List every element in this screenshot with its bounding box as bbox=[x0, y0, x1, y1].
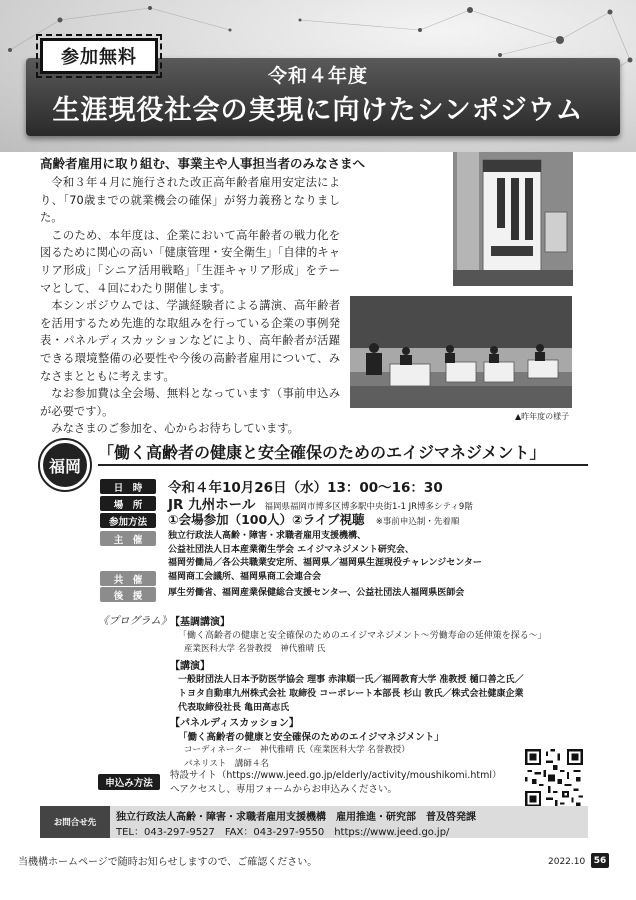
contact-details[interactable]: TEL：043-297-9527 FAX：043-297-9550 https://www.jeed.go.jp/ bbox=[116, 827, 450, 838]
cohost-value: 福岡商工会議所、福岡県商工会連合会 bbox=[168, 572, 322, 582]
intro-text bbox=[40, 174, 340, 438]
panel-discussion-photo bbox=[350, 296, 572, 408]
support-label: 後 援 bbox=[100, 587, 156, 602]
organizer-line: 公益社団法人日本産業衛生学会 エイジマネジメント研究会、 bbox=[168, 544, 414, 555]
method-note: ※事前申込制・先着順 bbox=[375, 517, 460, 527]
method-value bbox=[168, 510, 459, 528]
contact-label: お問合せ先 bbox=[40, 806, 110, 838]
page-title: 生涯現役社会の実現に向けたシンポジウム bbox=[52, 95, 584, 126]
intro-lead: 高齢者雇用に取り組む、事業主や人事担当者のみなさまへ bbox=[40, 156, 366, 171]
page-number: 56 bbox=[591, 853, 609, 868]
banner-stand-photo bbox=[453, 152, 573, 286]
banner-stand-illustration bbox=[453, 152, 573, 286]
free-admission-badge bbox=[40, 38, 158, 74]
organizer-line: 福岡労働局／各公共職業安定所、福岡県／福岡県生涯現役チャレンジセンター bbox=[168, 558, 482, 568]
program-label: 《プログラム》 bbox=[98, 615, 172, 627]
date-label: 日 時 bbox=[100, 479, 156, 494]
section-divider bbox=[98, 464, 588, 466]
qr-code[interactable] bbox=[524, 748, 584, 808]
keynote-heading: 【基調講演】 bbox=[170, 617, 230, 628]
issue-date: 2022.10 bbox=[548, 857, 586, 867]
venue-label: 場 所 bbox=[100, 496, 156, 511]
venue-address: 福岡県福岡市博多区博多駅中央街1-1 JR博多シティ9階 bbox=[264, 502, 473, 512]
apply-label: 申込み方法 bbox=[98, 774, 160, 790]
header-banner bbox=[0, 0, 636, 152]
panel-heading: 【パネルディスカッション】 bbox=[170, 718, 299, 729]
intro-paragraph: 令和３年４月に施行された改正高年齢者雇用安定法により、「70歳までの就業機会の確保」が努力義務となりました。 bbox=[40, 176, 340, 225]
panel-title: 「働く高齢者の健康と安全確保のためのエイジマネジメント」 bbox=[178, 732, 444, 743]
intro-paragraph: みなさまのご参加を、心からお待ちしています。 bbox=[51, 422, 299, 436]
free-admission-label: 参加無料 bbox=[61, 47, 137, 68]
event-year: 令和４年度 bbox=[267, 65, 368, 87]
organizer-label: 主 催 bbox=[100, 531, 156, 546]
support-value: 厚生労働省、福岡産業保健総合支援センター、公益社団法人福岡県医師会 bbox=[168, 588, 465, 598]
apply-text[interactable]: 特設サイト（https://www.jeed.go.jp/elderly/activity/moushikomi.html）へアクセスし、専用フォームからお申込みください。 bbox=[170, 770, 502, 795]
prefecture-badge bbox=[40, 440, 90, 490]
panel-panelists: パネリスト 講師４名 bbox=[184, 759, 269, 769]
lecture-line: 一般財団法人日本予防医学協会 理事 赤津順一氏／福岡教育大学 准教授 樋口善之氏／ bbox=[178, 675, 524, 685]
prefecture-label: 福岡 bbox=[48, 456, 81, 476]
method-text: ①会場参加（100人）②ライブ視聴 bbox=[168, 512, 365, 527]
keynote-title: 「働く高齢者の健康と安全確保のためのエイジマネジメント～労働寿命の延伸策を探る～」 bbox=[178, 631, 547, 641]
lecture-heading: 【講演】 bbox=[170, 661, 210, 672]
panel-discussion-illustration bbox=[350, 296, 572, 408]
event-title: 「働く高齢者の健康と安全確保のためのエイジマネジメント」 bbox=[98, 443, 546, 462]
cohost-label: 共 催 bbox=[100, 571, 156, 586]
panel-coordinator: コーディネーター 神代雅晴 氏（産業医科大学 名誉教授） bbox=[184, 745, 410, 755]
date-text: 令和４年10月26日（水）13：00～16：30 bbox=[168, 480, 443, 496]
intro-paragraph: なお参加費は全会場、無料となっています（事前申込みが必要です）。 bbox=[40, 387, 340, 418]
contact-organization: 独立行政法人高齢・障害・求職者雇用支援機構 雇用推進・研究部 普及啓発課 bbox=[116, 812, 476, 823]
organizer-line: 独立行政法人高齢・障害・求職者雇用支援機構、 bbox=[168, 531, 367, 541]
organizer-value bbox=[168, 530, 482, 571]
lecture-line: トヨタ自動車九州株式会社 取締役 コーポレート本部長 杉山 敦氏／株式会社健康企業 bbox=[178, 689, 524, 699]
photo-caption: ▲昨年度の様子 bbox=[515, 412, 570, 421]
venue-name: JR 九州ホール bbox=[168, 497, 256, 513]
footer-note: 当機構ホームページで随時お知らせしますので、ご確認ください。 bbox=[18, 857, 318, 868]
intro-paragraph: このため、本年度は、企業において高年齢者の戦力化を図るために関心の高い「健康管理・安全衛生」「自律的キャリア形成」「シニア活用戦略」「生涯キャリア形成」をテーマとして、４回にわたり開催します。 bbox=[40, 228, 340, 295]
method-label: 参加方法 bbox=[100, 513, 156, 528]
lecture-line: 代表取締役社長 亀田高志氏 bbox=[178, 703, 290, 713]
intro-paragraph: 本シンポジウムでは、学識経験者による講演、高年齢者を活用するため先進的な取組みを行っている企業の事例発表・パネルディスカッションなどにより、高年齢者が活躍できる環境整備の必要性や今後の高齢者雇用について、みなさまとともに考えます。 bbox=[40, 299, 340, 383]
keynote-speaker: 産業医科大学 名誉教授 神代雅晴 氏 bbox=[184, 644, 326, 654]
